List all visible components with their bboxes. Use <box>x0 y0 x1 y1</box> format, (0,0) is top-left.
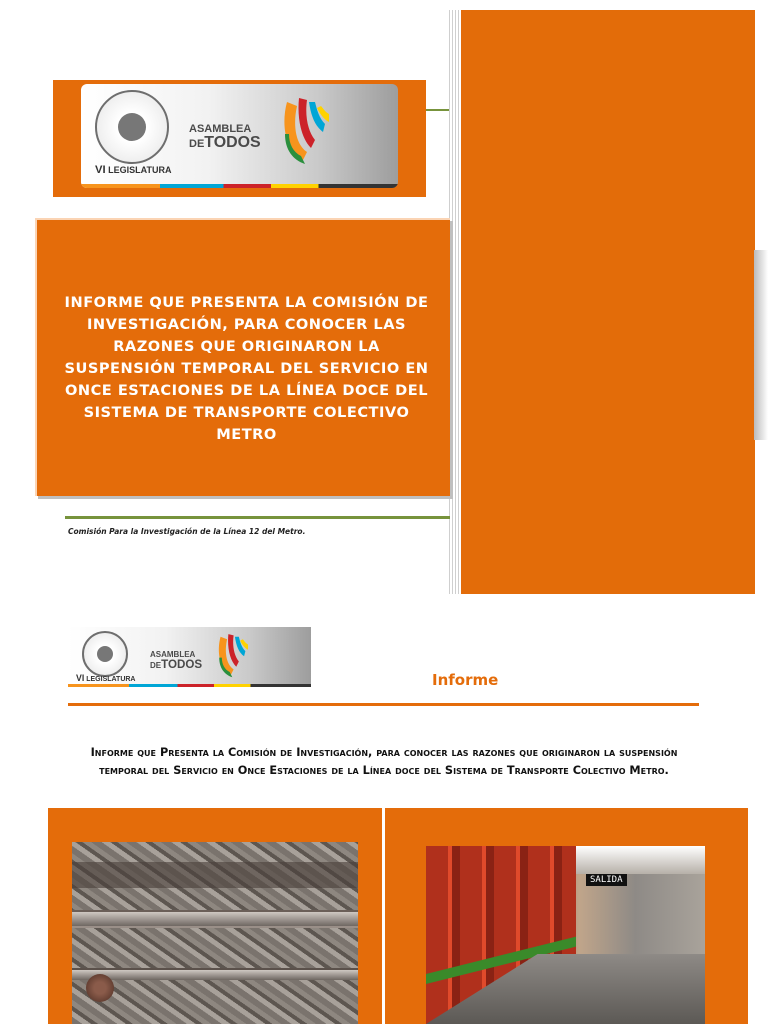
page-header-label: Informe <box>432 671 499 689</box>
connector-line <box>426 109 450 111</box>
station-photo <box>426 846 705 1024</box>
green-rule <box>65 516 450 519</box>
photo-grid <box>48 808 748 1024</box>
cover-title: INFORME QUE PRESENTA LA COMISIÓN DE INVESTIGACIÓN, PARA CONOCER LAS RAZONES QUE ORIGINARON LA SUSPENSIÓN TEMPORAL DEL SERVICIO EN ONCE ESTACIONES DE LA LÍNEA DOCE DEL SISTEMA DE TRANSPORTE COLECTIVO METRO <box>64 294 429 443</box>
panel-shadow <box>754 250 768 440</box>
cover-side-panel <box>461 10 755 594</box>
page2-logo <box>68 627 311 687</box>
brand-wordmark: ASAMBLEA DETODOS <box>189 123 261 151</box>
cover-subtitle: Comisión Para la Investigación de la Línea 12 del Metro. <box>68 527 306 536</box>
seal-icon <box>82 631 128 677</box>
legislature-label: VI LEGISLATURA <box>76 673 136 683</box>
legislature-label: VI LEGISLATURA <box>95 164 172 176</box>
document-heading: Informe que Presenta la Comisión de Investigación, para conocer las razones que originaron la suspensión temporal del Servicio en Once Estaciones de la Línea doce del Sistema de Transporte Colectivo Metro. <box>90 746 678 777</box>
brand-mark-icon <box>214 631 248 679</box>
vertical-divider <box>449 10 461 594</box>
header-logo-block <box>53 80 426 197</box>
exit-sign: SALIDA <box>586 874 627 886</box>
seal-icon <box>95 90 169 164</box>
cover-title-box <box>35 218 450 496</box>
brand-mark-icon <box>277 94 329 166</box>
logo-plate <box>81 84 398 188</box>
brand-wordmark: ASAMBLEA DETODOS <box>150 650 203 671</box>
logo-plate-small <box>68 627 311 687</box>
orange-rule <box>68 703 699 706</box>
photo-cell-right <box>385 808 748 1024</box>
photo-cell-left <box>48 808 382 1024</box>
track-photo <box>72 842 358 1024</box>
